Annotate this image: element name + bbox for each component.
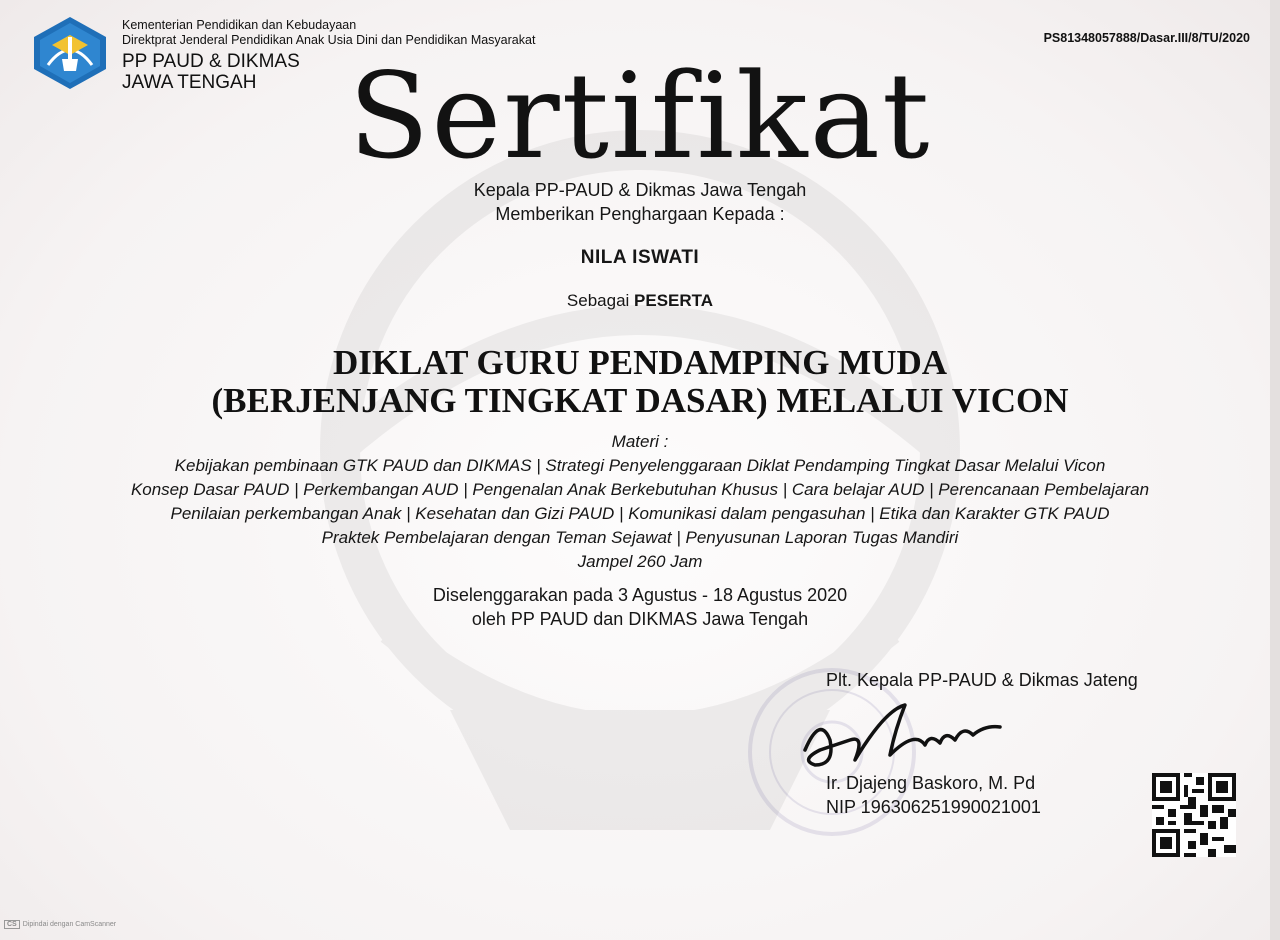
course-title-line1: DIKLAT GURU PENDAMPING MUDA [332,343,948,382]
ministry-name: Kementerian Pendidikan dan Kebudayaan [122,18,357,32]
institution-name-line2: JAWA TENGAH [122,72,257,93]
certificate-title: Sertifikat [348,47,932,185]
scanner-watermark [4,920,116,929]
role-prefix: Sebagai [566,291,630,310]
signatory-position: Plt. Kepala PP-PAUD & Dikmas Jateng [826,670,1138,690]
signatory-block [826,771,1041,819]
recipient-name: NILA ISWATI [580,247,700,268]
course-title [0,344,1280,420]
recipient-role [0,291,1280,311]
held-date: Diselenggarakan pada 3 Agustus - 18 Agustus 2020 [432,585,848,605]
materi-heading: Materi : [611,432,669,451]
scanner-note: Dipindai dengan CamScanner [22,921,117,928]
qr-code [1152,773,1236,857]
materi-hours: Jampel 260 Jam [577,552,703,571]
materi-block [0,430,1280,574]
giver-line2: Memberikan Penghargaan Kepada : [495,204,785,224]
held-block [0,583,1280,631]
signatory-nip: NIP 196306251990021001 [826,797,1041,817]
giver-line1: Kepala PP-PAUD & Dikmas Jawa Tengah [473,180,807,200]
materi-line: Penilaian perkembangan Anak | Kesehatan dan Gizi PAUD | Komunikasi dalam pengasuhan | Etika dan Karakter GTK PAUD [170,504,1110,523]
certificate-code: PS81348057888/Dasar.III/8/TU/2020 [1043,31,1250,45]
role-value: PESERTA [634,291,714,310]
signatory-name: Ir. Djajeng Baskoro, M. Pd [826,773,1036,793]
institution-name-line1: PP PAUD & DIKMAS [122,51,300,72]
scanner-badge: CS [4,920,20,929]
materi-line: Kebijakan pembinaan GTK PAUD dan DIKMAS | Strategi Penyelenggaraan Diklat Pendamping Tingkat Dasar Melalui Vicon [174,456,1106,475]
directorate-name: Direktprat Jenderal Pendidikan Anak Usia Dini dan Pendidikan Masyarakat [122,33,536,47]
course-title-line2: (BERJENJANG TINGKAT DASAR) MELALUI VICON [211,381,1069,420]
giver-block [0,178,1280,226]
materi-line: Konsep Dasar PAUD | Perkembangan AUD | Pengenalan Anak Berkebutuhan Khusus | Cara belajar AUD | Perencanaan Pembelajaran [130,480,1150,499]
held-organizer: oleh PP PAUD dan DIKMAS Jawa Tengah [471,609,809,629]
materi-line: Praktek Pembelajaran dengan Teman Sejawat | Penyusunan Laporan Tugas Mandiri [321,528,959,547]
